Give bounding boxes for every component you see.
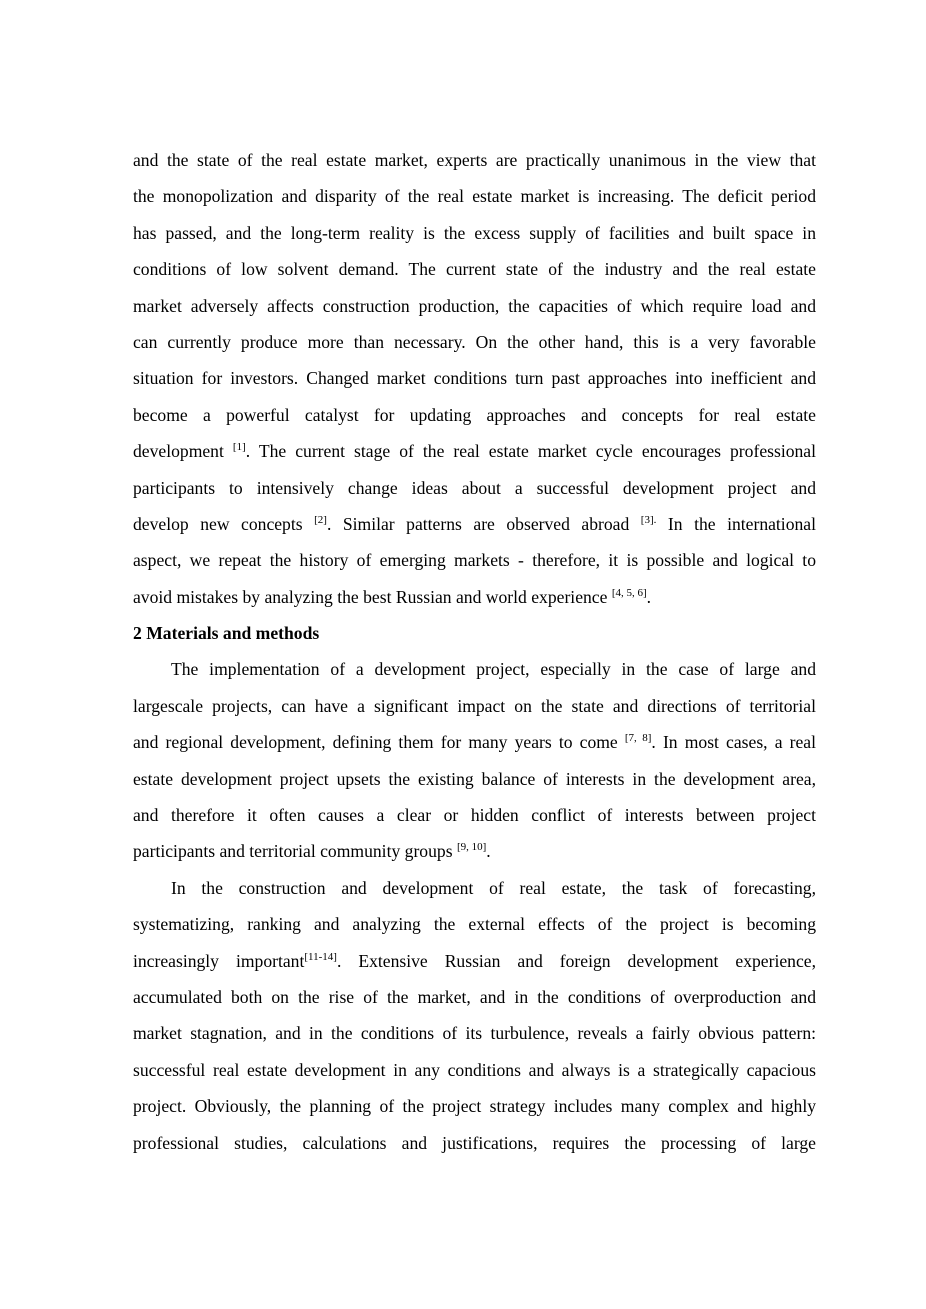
text-run: In the construction and development of real estate, the task of forecasting, [171,877,816,898]
text-line [133,688,816,724]
text-run: successful real estate development in any conditions and always is a strategically capacious [133,1059,816,1080]
text-line [133,215,816,251]
text-line [133,979,816,1015]
citation-ref: [9, 10] [456,841,487,854]
text-run: and therefore it often causes a clear or hidden conflict of interests between project [133,805,816,826]
text-line [133,1088,816,1124]
citation-ref: [3]. [640,513,657,526]
text-line [133,651,816,687]
text-run: systematizing, ranking and analyzing the external effects of the project is becoming [133,914,816,935]
text-run: . Extensive Russian and foreign development experience, [336,950,816,971]
text-run: . Similar patterns are observed abroad [326,513,641,534]
text-line [133,251,816,287]
text-run: become a powerful catalyst for updating approaches and concepts for real estate [133,404,816,425]
text-run: and the state of the real estate market, experts are practically unanimous in the view that [133,150,816,170]
text-run: avoid mistakes by analyzing the best Russian and world experience [133,586,612,607]
text-line [133,1052,816,1088]
text-run: conditions of low solvent demand. The current state of the industry and the real estate [133,259,816,280]
text-line [133,506,816,542]
text-run: develop new concepts [133,513,315,534]
section-heading [133,615,816,651]
text-run: . In most cases, a real [651,732,816,753]
text-run: participants and territorial community groups [133,841,457,862]
citation-ref: [4, 5, 6] [611,586,647,599]
text-line [133,579,816,615]
citation-ref: [2] [314,513,327,526]
citation-ref: [1] [232,441,246,454]
text-run: accumulated both on the rise of the market, and in the conditions of overproduction and [133,986,816,1007]
text-line [133,178,816,214]
text-run: and regional development, defining them for many years to come [133,732,625,753]
text-run: project. Obviously, the planning of the project strategy includes many complex and highly [133,1096,816,1117]
text-line [133,288,816,324]
text-run: development [133,441,233,462]
text-run: . [486,841,491,862]
text-line [133,761,816,797]
text-line [133,542,816,578]
document-body [133,142,816,1161]
text-run: aspect, we repeat the history of emerging markets - therefore, it is possible and logical to [133,550,816,571]
text-run: the monopolization and disparity of the real estate market is increasing. The deficit period [133,186,816,207]
text-run: professional studies, calculations and justifications, requires the processing of large [133,1132,816,1153]
citation-ref: [11-14] [304,950,337,963]
text-line [133,360,816,396]
text-line [133,1125,816,1161]
text-run: increasingly important [133,950,305,971]
text-line [133,797,816,833]
citation-ref: [7, 8] [624,732,652,745]
text-run: has passed, and the long-term reality is the excess supply of facilities and built space in [133,222,816,243]
text-line [133,433,816,469]
text-line [133,324,816,360]
text-line [133,397,816,433]
text-run: can currently produce more than necessary. On the other hand, this is a very favorable [133,331,816,352]
text-line [133,906,816,942]
text-run: situation for investors. Changed market conditions turn past approaches into inefficient and [133,368,816,389]
text-line [133,943,816,979]
text-line [133,833,816,869]
text-run: estate development project upsets the existing balance of interests in the development area, [133,768,816,789]
text-line [133,142,816,178]
text-run: In the international [656,513,816,534]
text-run: participants to intensively change ideas about a successful development project and [133,477,816,498]
text-line [133,724,816,760]
text-run: market stagnation, and in the conditions of its turbulence, reveals a fairly obvious pattern: [133,1023,816,1044]
text-run: largescale projects, can have a significant impact on the state and directions of territorial [133,695,816,716]
text-line [133,470,816,506]
text-line [133,1015,816,1051]
text-run: The implementation of a development project, especially in the case of large and [171,659,816,680]
text-run: . The current stage of the real estate market cycle encourages professional [245,441,816,462]
text-run: market adversely affects construction production, the capacities of which require load and [133,295,816,316]
text-line [133,870,816,906]
text-run: . [646,586,652,607]
text-run: 2 Materials and methods [133,623,320,644]
